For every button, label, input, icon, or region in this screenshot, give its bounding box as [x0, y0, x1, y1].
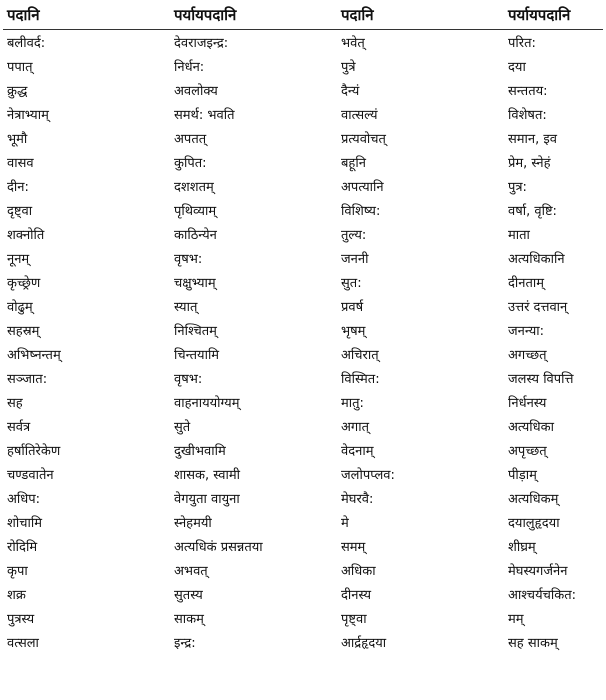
synonym-cell: पीड़ाम्: [508, 468, 537, 483]
synonym-cell: समर्थ: भवति: [174, 108, 235, 123]
synonym-cell: अवलोक्य: [174, 84, 218, 99]
word-cell: भूमौ: [7, 132, 28, 147]
synonym-cell: उत्तरं दत्तवान्: [508, 300, 568, 315]
synonym-cell: निश्चितम्: [174, 324, 217, 339]
word-cell: विस्मित:: [341, 372, 380, 387]
synonym-cell: शीघ्रम्: [508, 540, 536, 555]
word-cell: सर्वत्र: [7, 420, 31, 435]
word-cell: शक्र: [7, 588, 26, 603]
table-row: [3, 534, 603, 558]
table-row: [3, 510, 603, 534]
synonym-cell: शासक, स्वामी: [174, 468, 241, 483]
synonym-cell: पृथिव्याम्: [174, 204, 217, 219]
synonym-cell: माता: [508, 228, 530, 243]
word-cell: रोदिमि: [7, 540, 38, 555]
word-cell: वात्सल्यं: [341, 108, 378, 123]
synonym-cell: वृषभ:: [174, 252, 203, 267]
table-row: [3, 486, 603, 510]
synonym-cell: अगच्छत्: [508, 348, 547, 363]
word-cell: मेघरवै:: [341, 492, 374, 507]
table-row: [3, 198, 603, 222]
table-row: [3, 294, 603, 318]
synonym-cell: अपृच्छत्: [508, 444, 547, 459]
synonym-cell: कुपित:: [174, 156, 207, 171]
table-row: [3, 366, 603, 390]
synonym-cell: मम्: [508, 612, 524, 627]
word-cell: सुत:: [341, 276, 362, 291]
synonym-cell: विशेषत:: [508, 108, 547, 123]
synonym-cell: देवराजइन्द्र:: [174, 36, 229, 51]
word-cell: भृषम्: [341, 324, 366, 339]
word-cell: प्रत्यवोचत्: [341, 132, 386, 147]
synonym-cell: वर्षा, वृष्टि:: [508, 204, 557, 219]
word-cell: जननी: [341, 252, 369, 267]
synonym-cell: परित:: [508, 36, 536, 51]
table-body: [3, 30, 603, 655]
word-cell: बलीवर्द:: [7, 36, 46, 51]
word-cell: पृष्ट्वा: [341, 612, 367, 627]
table-row: [3, 318, 603, 342]
word-cell: मे: [341, 516, 349, 531]
word-cell: बहूनि: [341, 156, 366, 171]
table-row: [3, 606, 603, 630]
synonym-cell: वाहनाययोग्यम्: [174, 396, 240, 411]
synonym-cell: प्रेम, स्नेहं: [508, 156, 551, 171]
header-words-1: पदानि: [3, 0, 170, 30]
word-cell: सहस्रम्: [7, 324, 40, 339]
word-cell: वोढुम्: [7, 300, 33, 315]
synonym-cell: समान, इव: [508, 132, 558, 147]
word-cell: वत्सला: [7, 636, 39, 651]
table-row: [3, 558, 603, 582]
word-cell: अधिप:: [7, 492, 41, 507]
table-row: [3, 462, 603, 486]
word-cell: भवेत्: [341, 36, 365, 51]
synonym-cell: आश्चर्यचकित:: [508, 588, 577, 603]
word-cell: कृपा: [7, 564, 28, 579]
synonym-cell: दयालुहृदया: [508, 516, 560, 531]
word-cell: दीन:: [7, 180, 29, 195]
word-cell: आर्द्रहृदया: [341, 636, 387, 651]
synonym-cell: अपतत्: [174, 132, 207, 147]
table-row: [3, 438, 603, 462]
word-cell: अपत्यानि: [341, 180, 384, 195]
word-cell: वेदनाम्: [341, 444, 374, 459]
word-cell: दैन्यं: [341, 84, 360, 99]
word-cell: अधिका: [341, 564, 376, 579]
word-cell: शक्नोति: [7, 228, 45, 243]
synonym-cell: निर्धन:: [174, 60, 205, 75]
word-cell: सञ्जात:: [7, 372, 48, 387]
table-row: [3, 102, 603, 126]
word-cell: वासव: [7, 156, 34, 171]
word-cell: मातु:: [341, 396, 364, 411]
synonym-cell: चिन्तयामि: [174, 348, 220, 363]
word-cell: चण्डवातेन: [7, 468, 54, 483]
synonym-cell: दशशतम्: [174, 180, 214, 195]
table-row: [3, 126, 603, 150]
table-row: [3, 390, 603, 414]
word-cell: कृच्छ्रेण: [7, 276, 41, 291]
word-cell: शोचामि: [7, 516, 42, 531]
synonym-cell: मेघस्यगर्जनेन: [508, 564, 568, 579]
synonym-cell: स्नेहमयी: [174, 516, 212, 531]
synonym-cell: काठिन्येन: [174, 228, 217, 243]
table-row: [3, 150, 603, 174]
word-cell: नेत्राभ्याम्: [7, 108, 49, 123]
synonym-cell: अत्यधिकम्: [508, 492, 559, 507]
table-row: [3, 174, 603, 198]
table-row: [3, 30, 603, 55]
word-cell: जलोपप्लव:: [341, 468, 395, 483]
table-row: [3, 414, 603, 438]
synonym-cell: सुतस्य: [174, 588, 203, 603]
synonym-cell: अभवत्: [174, 564, 208, 579]
table-row: [3, 246, 603, 270]
synonym-cell: अत्यधिकानि: [508, 252, 565, 267]
word-cell: हर्षातिरेकेण: [7, 444, 61, 459]
synonym-cell: इन्द्र:: [174, 636, 196, 651]
table-row: [3, 222, 603, 246]
synonym-cell: सुते: [174, 420, 191, 435]
table-row: [3, 582, 603, 606]
word-cell: दीनस्य: [341, 588, 372, 603]
synonym-cell: अत्यधिका: [508, 420, 554, 435]
synonym-cell: निर्धनस्य: [508, 396, 547, 411]
header-synonyms-2: पर्यायपदानि: [504, 0, 603, 30]
word-cell: तुल्य:: [341, 228, 367, 243]
word-cell: नूनम्: [7, 252, 30, 267]
word-cell: प्रवर्ष: [341, 300, 364, 315]
synonym-cell: स्यात्: [174, 300, 198, 315]
synonym-cell: सन्ततय:: [508, 84, 548, 99]
word-cell: पुत्रस्य: [7, 612, 35, 627]
synonym-cell: वृषभ:: [174, 372, 203, 387]
word-cell: पपात्: [7, 60, 33, 75]
word-cell: विशिष्य:: [341, 204, 381, 219]
synonym-cell: चक्षुभ्याम्: [174, 276, 216, 291]
header-words-2: पदानि: [337, 0, 504, 30]
word-cell: क्रुद्ध: [7, 84, 28, 99]
table-row: [3, 630, 603, 654]
synonym-cell: सह साकम्: [508, 636, 558, 651]
table-header-row: [3, 0, 603, 30]
synonym-cell: दुखीभवामि: [174, 444, 226, 459]
word-cell: अचिरात्: [341, 348, 379, 363]
word-cell: अभिष्नन्तम्: [7, 348, 61, 363]
synonym-cell: साकम्: [174, 612, 204, 627]
word-cell: पुत्रे: [341, 60, 356, 75]
table-row: [3, 342, 603, 366]
synonym-cell: अत्यधिकं प्रसन्नतया: [174, 540, 263, 555]
vocabulary-table: [3, 0, 603, 654]
table-row: [3, 270, 603, 294]
synonym-cell: जलस्य विपत्ति: [508, 372, 574, 387]
synonym-cell: दया: [508, 60, 526, 75]
word-cell: सह: [7, 396, 23, 411]
header-synonyms-1: पर्यायपदानि: [170, 0, 337, 30]
word-cell: अगात्: [341, 420, 370, 435]
synonym-cell: दीनताम्: [508, 276, 545, 291]
word-cell: समम्: [341, 540, 366, 555]
table-row: [3, 54, 603, 78]
word-cell: दृष्ट्वा: [7, 204, 33, 219]
synonym-cell: जनन्या:: [508, 324, 544, 339]
table-row: [3, 78, 603, 102]
synonym-cell: पुत्र:: [508, 180, 527, 195]
synonym-cell: वेगयुता वायुना: [174, 492, 240, 507]
